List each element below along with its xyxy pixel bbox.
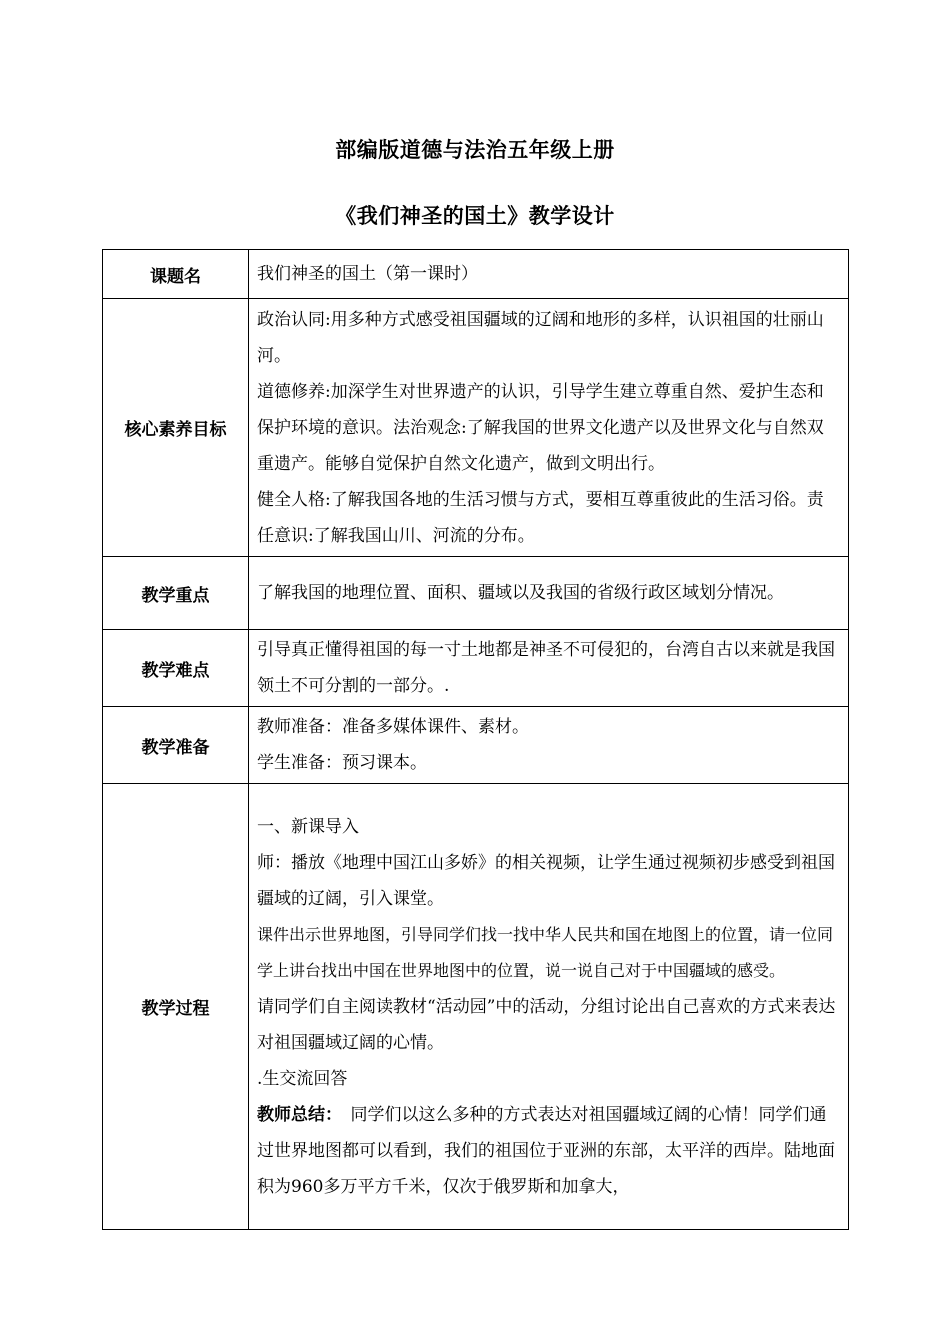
row-content-core-goals — [249, 299, 849, 557]
row-label-process: 教学过程 — [103, 784, 249, 1230]
row-content-topic — [249, 250, 849, 299]
goal-paragraph: 政治认同:用多种方式感受祖国疆域的辽阔和地形的多样，认识祖国的壮丽山河。 — [257, 309, 824, 366]
summary-text: 同学们以这么多种的方式表达对祖国疆域辽阔的心情！同学们通过世界地图都可以看到，我们的祖国位于亚洲的东部，太平洋的西岸。陆地面积为960多万平方千米，仅次于俄罗斯和加拿大， — [257, 1104, 835, 1197]
row-content-process — [249, 784, 849, 1230]
process-paragraph: 请同学们自主阅读教材“活动园”中的活动，分组讨论出自己喜欢的方式来表达对祖国疆域辽阔的心情。 — [257, 996, 836, 1053]
goal-paragraph: 道德修养:加深学生对世界遗产的认识，引导学生建立尊重自然、爱护生态和保护环境的意识。法治观念:了解我国的世界文化遗产以及世界文化与自然双重遗产。能够自觉保护自然文化遗产，做到文明出行。 — [257, 381, 824, 474]
process-paragraph: 师：播放《地理中国江山多娇》的相关视频，让学生通过视频初步感受到祖国疆域的辽阔，引入课堂。 — [257, 852, 835, 909]
goal-paragraph: 健全人格:了解我国各地的生活习惯与方式，要相互尊重彼此的生活习俗。责任意识:了解我国山川、河流的分布。 — [257, 489, 824, 546]
row-label-difficulties: 教学难点 — [103, 630, 249, 707]
topic-text: 我们神圣的国土（第一课时） — [257, 264, 478, 284]
process-section-heading: 一、新课导入 — [257, 816, 359, 837]
document-subtitle: 《我们神圣的国土》教学设计 — [335, 203, 615, 228]
table-row — [103, 784, 849, 1230]
table-row — [103, 707, 849, 784]
student-prep-text: 学生准备：预习课本。 — [257, 753, 427, 773]
table-row — [103, 630, 849, 707]
teacher-prep-text: 教师准备：准备多媒体课件、素材。 — [257, 717, 529, 737]
row-label-preparation: 教学准备 — [103, 707, 249, 784]
teacher-summary — [257, 1097, 840, 1205]
row-label-core-goals: 核心素养目标 — [103, 299, 249, 557]
process-paragraph: 课件出示世界地图，引导同学们找一找中华人民共和国在地图上的位置，请一位同学上讲台找出中国在世界地图中的位置，说一说自己对于中国疆域的感受。 — [257, 924, 834, 980]
lesson-plan-table — [102, 249, 849, 1230]
document-title: 部编版道德与法治五年级上册 — [335, 137, 615, 162]
row-content-difficulties — [249, 630, 849, 707]
row-content-preparation — [249, 707, 849, 784]
key-points-text: 了解我国的地理位置、面积、疆域以及我国的省级行政区域划分情况。 — [257, 583, 784, 603]
table-row — [103, 250, 849, 299]
summary-lead: 教师总结： — [257, 1104, 334, 1125]
table-row — [103, 299, 849, 557]
row-label-topic: 课题名 — [103, 250, 249, 299]
row-label-key-points: 教学重点 — [103, 557, 249, 630]
difficulties-text: 引导真正懂得祖国的每一寸土地都是神圣不可侵犯的，台湾自古以来就是我国领土不可分割的一部分。. — [257, 640, 835, 696]
table-row — [103, 557, 849, 630]
row-content-key-points — [249, 557, 849, 630]
process-paragraph: .生交流回答 — [257, 1068, 348, 1089]
